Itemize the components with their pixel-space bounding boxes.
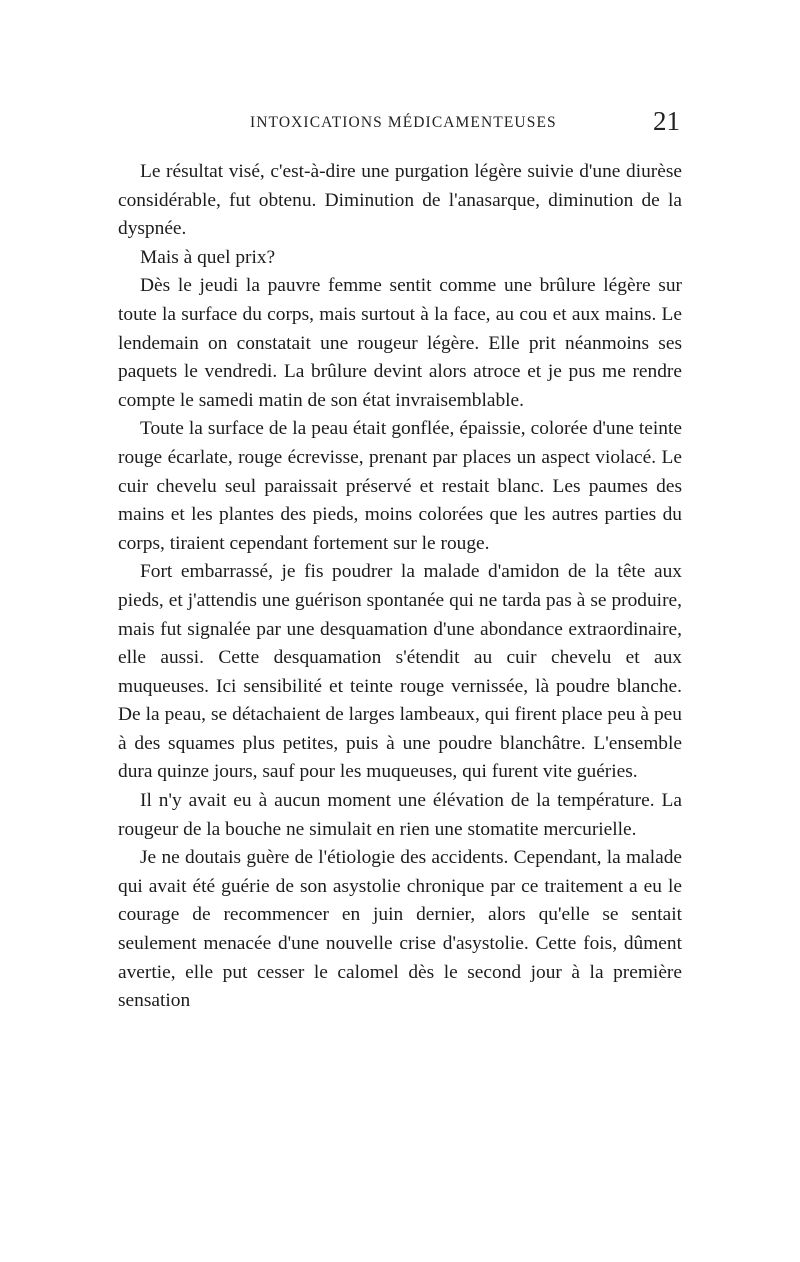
running-header [118, 106, 682, 144]
paragraph: Je ne doutais guère de l'étiologie des accidents. Cependant, la malade qui avait été guérie de son asystolie chronique par ce traitement a eu le courage de recommencer en juin dernier, alors qu'elle se sentait seulement menacée d'une nouvelle crise d'asystolie. Cette fois, dûment avertie, elle put cesser le calomel dès le second jour à la première sensation [118, 847, 682, 1012]
paragraph: Toute la surface de la peau était gonflée, épaissie, colorée d'une teinte rouge écarlate, rouge écrevisse, prenant par places un aspect violacé. Le cuir chevelu seul paraissait préservé et restait blanc. Les paumes des mains et les plantes des pieds, moins colorées que les autres parties du corps, tiraient cependant fortement sur le rouge. [118, 418, 682, 554]
running-title: INTOXICATIONS MÉDICAMENTEUSES [250, 114, 557, 131]
paragraph: Dès le jeudi la pauvre femme sentit comme une brûlure légère sur toute la surface du corps, mais surtout à la face, au cou et aux mains. Le lendemain on constatait une rougeur légère. Elle prit néanmoins ses paquets le vendredi. La brûlure devint alors atroce et je pus me rendre compte le samedi matin de son état invraisemblable. [118, 275, 682, 411]
paragraph: Mais à quel prix? [140, 246, 276, 268]
page-number: 21 [653, 106, 680, 136]
book-page [118, 106, 682, 1016]
paragraph: Fort embarrassé, je fis poudrer la malade d'amidon de la tête aux pieds, et j'attendis une guérison spontanée qui ne tarda pas à se produire, mais fut signalée par une desquamation d'une abondance extraordinaire, elle aussi. Cette desquamation s'étendit au cuir chevelu et aux muqueuses. Ici sensibilité et teinte rouge vernissée, là poudre blanche. De la peau, se détachaient de larges lambeaux, qui firent place peu à peu à des squames plus petites, puis à une poudre blanchâtre. L'ensemble dura quinze jours, sauf pour les muqueuses, qui furent vite guéries. [118, 561, 682, 783]
paragraph: Il n'y avait eu à aucun moment une élévation de la température. La rougeur de la bouche ne simulait en rien une stomatite mercurielle. [118, 790, 682, 840]
paragraph: Le résultat visé, c'est-à-dire une purgation légère suivie d'une diurèse considérable, fut obtenu. Diminution de l'anasarque, diminution de la dyspnée. [118, 161, 682, 240]
body-text [118, 158, 682, 1016]
